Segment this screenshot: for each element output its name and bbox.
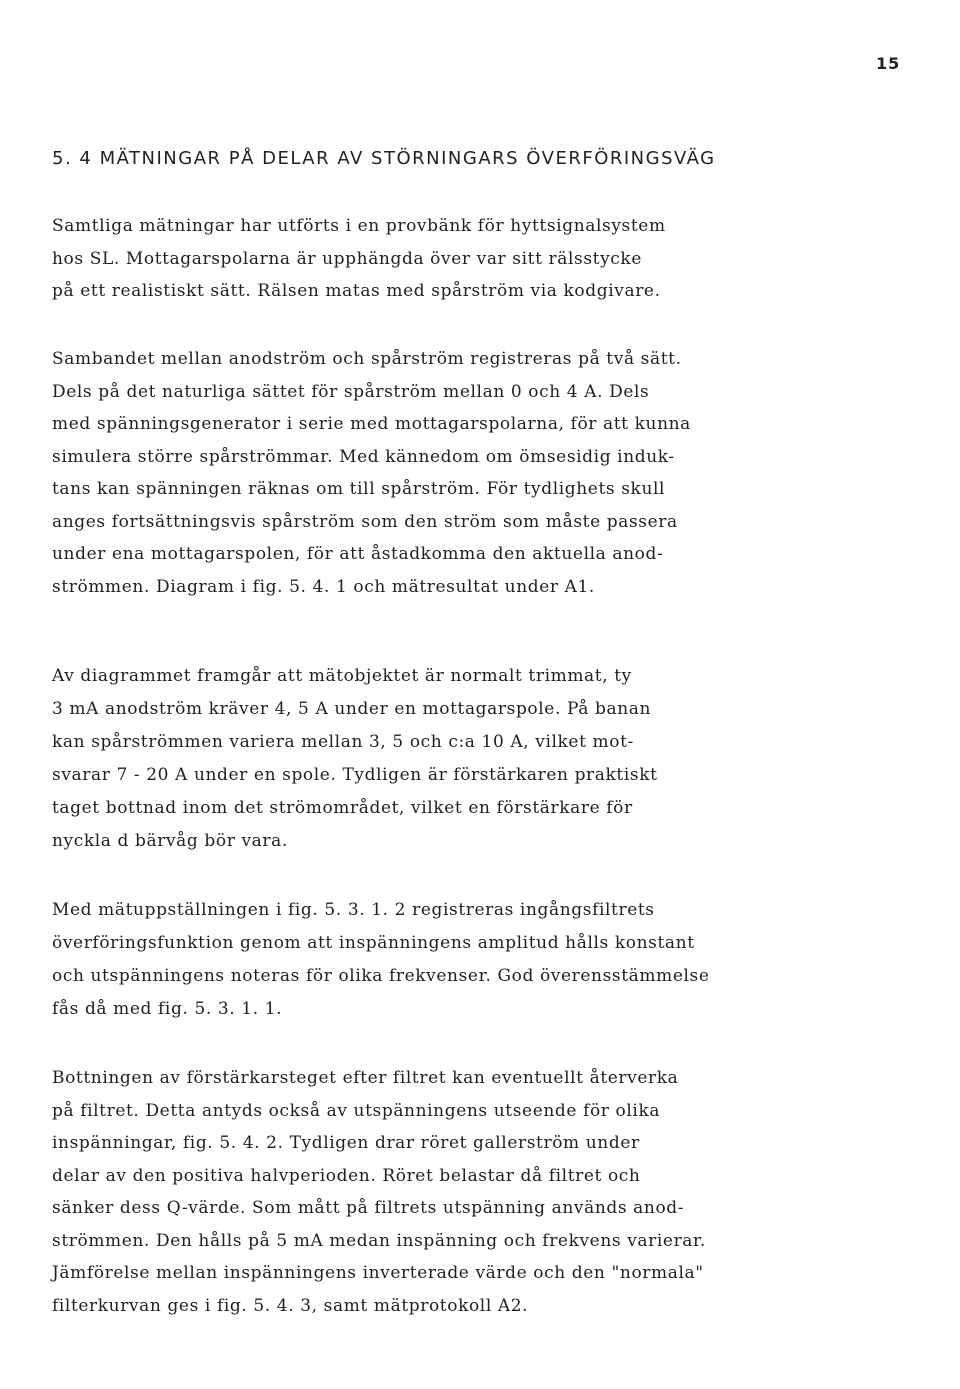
paragraph (52, 660, 872, 858)
text-line: filterkurvan ges i fig. 5. 4. 3, samt mätprotokoll A2. (52, 1295, 529, 1316)
text-line: fås då med fig. 5. 3. 1. 1. (52, 999, 283, 1019)
text-line: strömmen. Den hålls på 5 mA medan inspänning och frekvens varierar. (52, 1230, 706, 1251)
text-line: Med mätuppställningen i fig. 5. 3. 1. 2 registreras ingångsfiltrets (52, 900, 655, 920)
text-line: tans kan spänningen räknas om till spårström. För tydlighets skull (52, 479, 666, 499)
text-line: simulera större spårströmmar. Med kännedom om ömsesidig induk- (52, 446, 675, 467)
text-line: Jämförelse mellan inspänningens inverterade värde och den "normala" (52, 1263, 704, 1283)
paragraph (52, 1062, 872, 1322)
text-line: och utspänningens noteras för olika frekvenser. God överensstämmelse (52, 966, 710, 986)
text-line: Av diagrammet framgår att mätobjektet är normalt trimmat, ty (52, 666, 632, 686)
text-line: strömmen. Diagram i fig. 5. 4. 1 och mätresultat under A1. (52, 576, 595, 597)
text-line: anges fortsättningsvis spårström som den ström som måste passera (52, 511, 678, 532)
text-line: 3 mA anodström kräver 4, 5 A under en mottagarspole. På banan (52, 699, 652, 719)
text-line: taget bottnad inom det strömområdet, vilket en förstärkare för (52, 798, 633, 818)
text-line: sänker dess Q-värde. Som mått på filtrets utspänning används anod- (52, 1198, 685, 1218)
text-line: svarar 7 - 20 A under en spole. Tydligen är förstärkaren praktiskt (52, 765, 658, 785)
text-line: på filtret. Detta antyds också av utspänningens utseende för olika (52, 1100, 661, 1121)
text-line: kan spårströmmen variera mellan 3, 5 och c:a 10 A, vilket mot- (52, 732, 634, 752)
text-line: under ena mottagarspolen, för att åstadkomma den aktuella anod- (52, 544, 664, 564)
text-line: på ett realistiskt sätt. Rälsen matas med spårström via kodgivare. (52, 281, 661, 301)
text-line: inspänningar, fig. 5. 4. 2. Tydligen drar röret gallerström under (52, 1133, 640, 1153)
paragraph (52, 343, 872, 603)
text-line: med spänningsgenerator i serie med mottagarspolarna, för att kunna (52, 414, 691, 434)
text-line: Sambandet mellan anodström och spårström registreras på två sätt. (52, 349, 682, 369)
page-number: 15 (876, 54, 901, 73)
text-line: Samtliga mätningar har utförts i en provbänk för hyttsignalsystem (52, 216, 666, 236)
paragraph (52, 210, 872, 308)
text-line: delar av den positiva halvperioden. Röret belastar då filtret och (52, 1165, 641, 1186)
text-line: hos SL. Mottagarspolarna är upphängda över var sitt rälsstycke (52, 248, 642, 269)
text-line: Dels på det naturliga sättet för spårström mellan 0 och 4 A. Dels (52, 381, 650, 402)
paragraph (52, 894, 872, 1026)
text-line: nyckla d bärvåg bör vara. (52, 831, 288, 851)
text-line: överföringsfunktion genom att inspänningens amplitud hålls konstant (52, 933, 695, 953)
text-line: Bottningen av förstärkarsteget efter filtret kan eventuellt återverka (52, 1068, 679, 1088)
section-heading: 5. 4 MÄTNINGAR PÅ DELAR AV STÖRNINGARS ÖVERFÖRINGSVÄG (52, 148, 716, 169)
